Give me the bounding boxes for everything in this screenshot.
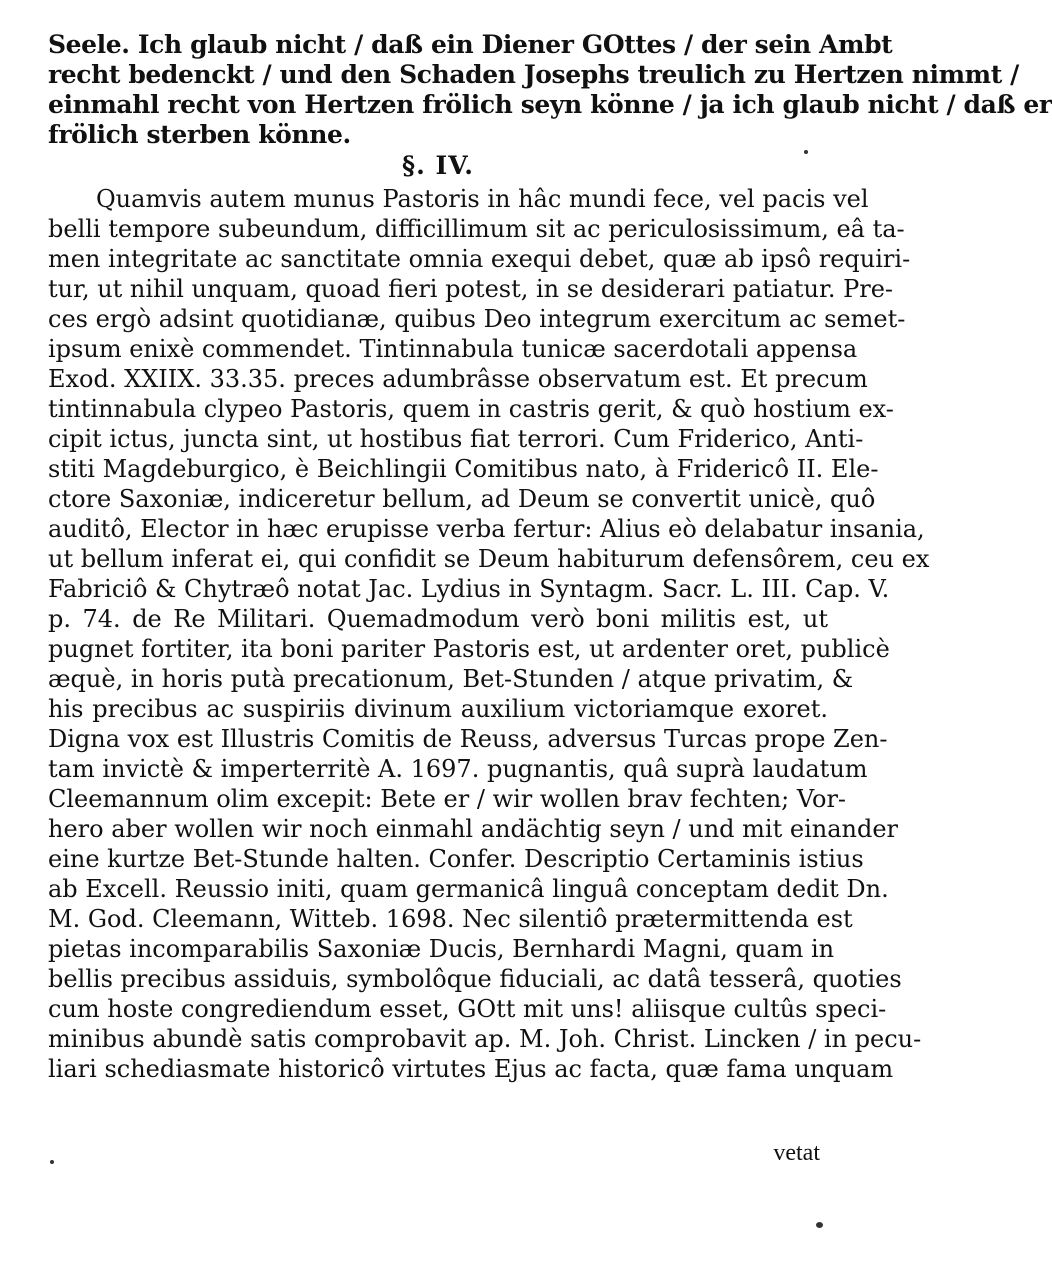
paragraph-line: M. God. Cleemann, Witteb. 1698. Nec silentiô prætermittenda est (48, 905, 853, 933)
ink-speck (50, 1160, 54, 1164)
paragraph-line: ces ergò adsint quotidianæ, quibus Deo integrum exercitum ac semet- (48, 305, 906, 333)
paragraph-line: men integritate ac sanctitate omnia exequi debet, quæ ab ipsô requiri- (48, 245, 911, 273)
paragraph-line: stiti Magdeburgico, è Beichlingii Comitibus nato, à Fridericô II. Ele- (48, 455, 879, 483)
paragraph-line: liari schediasmate historicô virtutes Ejus ac facta, quæ fama unquam (48, 1055, 894, 1083)
paragraph-line: p. 74. de Re Militari. Quemadmodum verò boni militis est, ut (48, 605, 828, 633)
paragraph-line: Cleemannum olim excepit: Bete er / wir wollen brav fechten; Vor- (48, 785, 847, 813)
page-text (48, 30, 1052, 1084)
paragraph-line: ab Excell. Reussio initi, quam germanicâ linguâ conceptam dedit Dn. (48, 875, 889, 903)
section-heading: §. IV. (402, 151, 474, 180)
text-line: einmahl recht von Hertzen frölich seyn könne / ja ich glaub nicht / daß er (48, 90, 1052, 119)
paragraph-line: tintinnabula clypeo Pastoris, quem in castris gerit, & quò hostium ex- (48, 395, 894, 423)
paragraph-line: Exod. XXIIX. 33.35. preces adumbrâsse observatum est. Et precum (48, 365, 868, 393)
paragraph-line: hero aber wollen wir noch einmahl andächtig seyn / und mit einander (48, 815, 899, 843)
paragraph-line: belli tempore subeundum, difficillimum sit ac periculosissimum, eâ ta- (48, 215, 905, 243)
ink-speck (816, 1222, 823, 1228)
paragraph-line: ipsum enixè commendet. Tintinnabula tunicæ sacerdotali appensa (48, 335, 858, 363)
paragraph-line: tam invictè & imperterritè A. 1697. pugnantis, quâ suprà laudatum (48, 755, 868, 783)
paragraph-line: æquè, in horis putà precationum, Bet-Stunden / atque privatim, & (48, 665, 854, 693)
paragraph-line: ut bellum inferat ei, qui confidit se Deum habiturum defensôrem, ceu ex (48, 545, 930, 573)
paragraph-line: ctore Saxoniæ, indiceretur bellum, ad Deum se convertit unicè, quô (48, 485, 876, 513)
paragraph-line: pugnet fortiter, ita boni pariter Pastoris est, ut ardenter oret, publicè (48, 635, 890, 663)
ink-speck (804, 150, 808, 154)
paragraph-line: Digna vox est Illustris Comitis de Reuss, adversus Turcas prope Zen- (48, 725, 888, 753)
paragraph-line: auditô, Elector in hæc erupisse verba fertur: Alius eò delabatur insania, (48, 515, 925, 543)
paragraph-line: eine kurtze Bet-Stunde halten. Confer. Descriptio Certaminis istius (48, 845, 864, 873)
paragraph-line: his precibus ac suspiriis divinum auxilium victoriamque exoret. (48, 695, 828, 723)
text-line: frölich sterben könne. (48, 120, 351, 149)
paragraph-line: cum hoste congrediendum esset, GOtt mit uns! aliisque cultûs speci- (48, 995, 887, 1023)
paragraph-line: pietas incomparabilis Saxoniæ Ducis, Bernhardi Magni, quam in (48, 935, 835, 963)
paragraph-line: tur, ut nihil unquam, quoad fieri potest, in se desiderari patiatur. Pre- (48, 275, 894, 303)
paragraph-line: cipit ictus, juncta sint, ut hostibus fiat terrori. Cum Friderico, Anti- (48, 425, 864, 453)
text-line: Seele. Ich glaub nicht / daß ein Diener GOttes / der sein Ambt (48, 30, 893, 59)
catchword: vetat (773, 1140, 820, 1166)
paragraph-line: bellis precibus assiduis, symbolôque fiduciali, ac datâ tesserâ, quoties (48, 965, 902, 993)
text-line: recht bedenckt / und den Schaden Josephs treulich zu Hertzen nimmt / (48, 60, 1019, 89)
paragraph-line: Quamvis autem munus Pastoris in hâc mundi fece, vel pacis vel (96, 185, 869, 213)
paragraph-line: Fabriciô & Chytræô notat Jac. Lydius in Syntagm. Sacr. L. III. Cap. V. (48, 575, 890, 603)
paragraph-line: minibus abundè satis comprobavit ap. M. Joh. Christ. Lincken / in pecu- (48, 1025, 922, 1053)
